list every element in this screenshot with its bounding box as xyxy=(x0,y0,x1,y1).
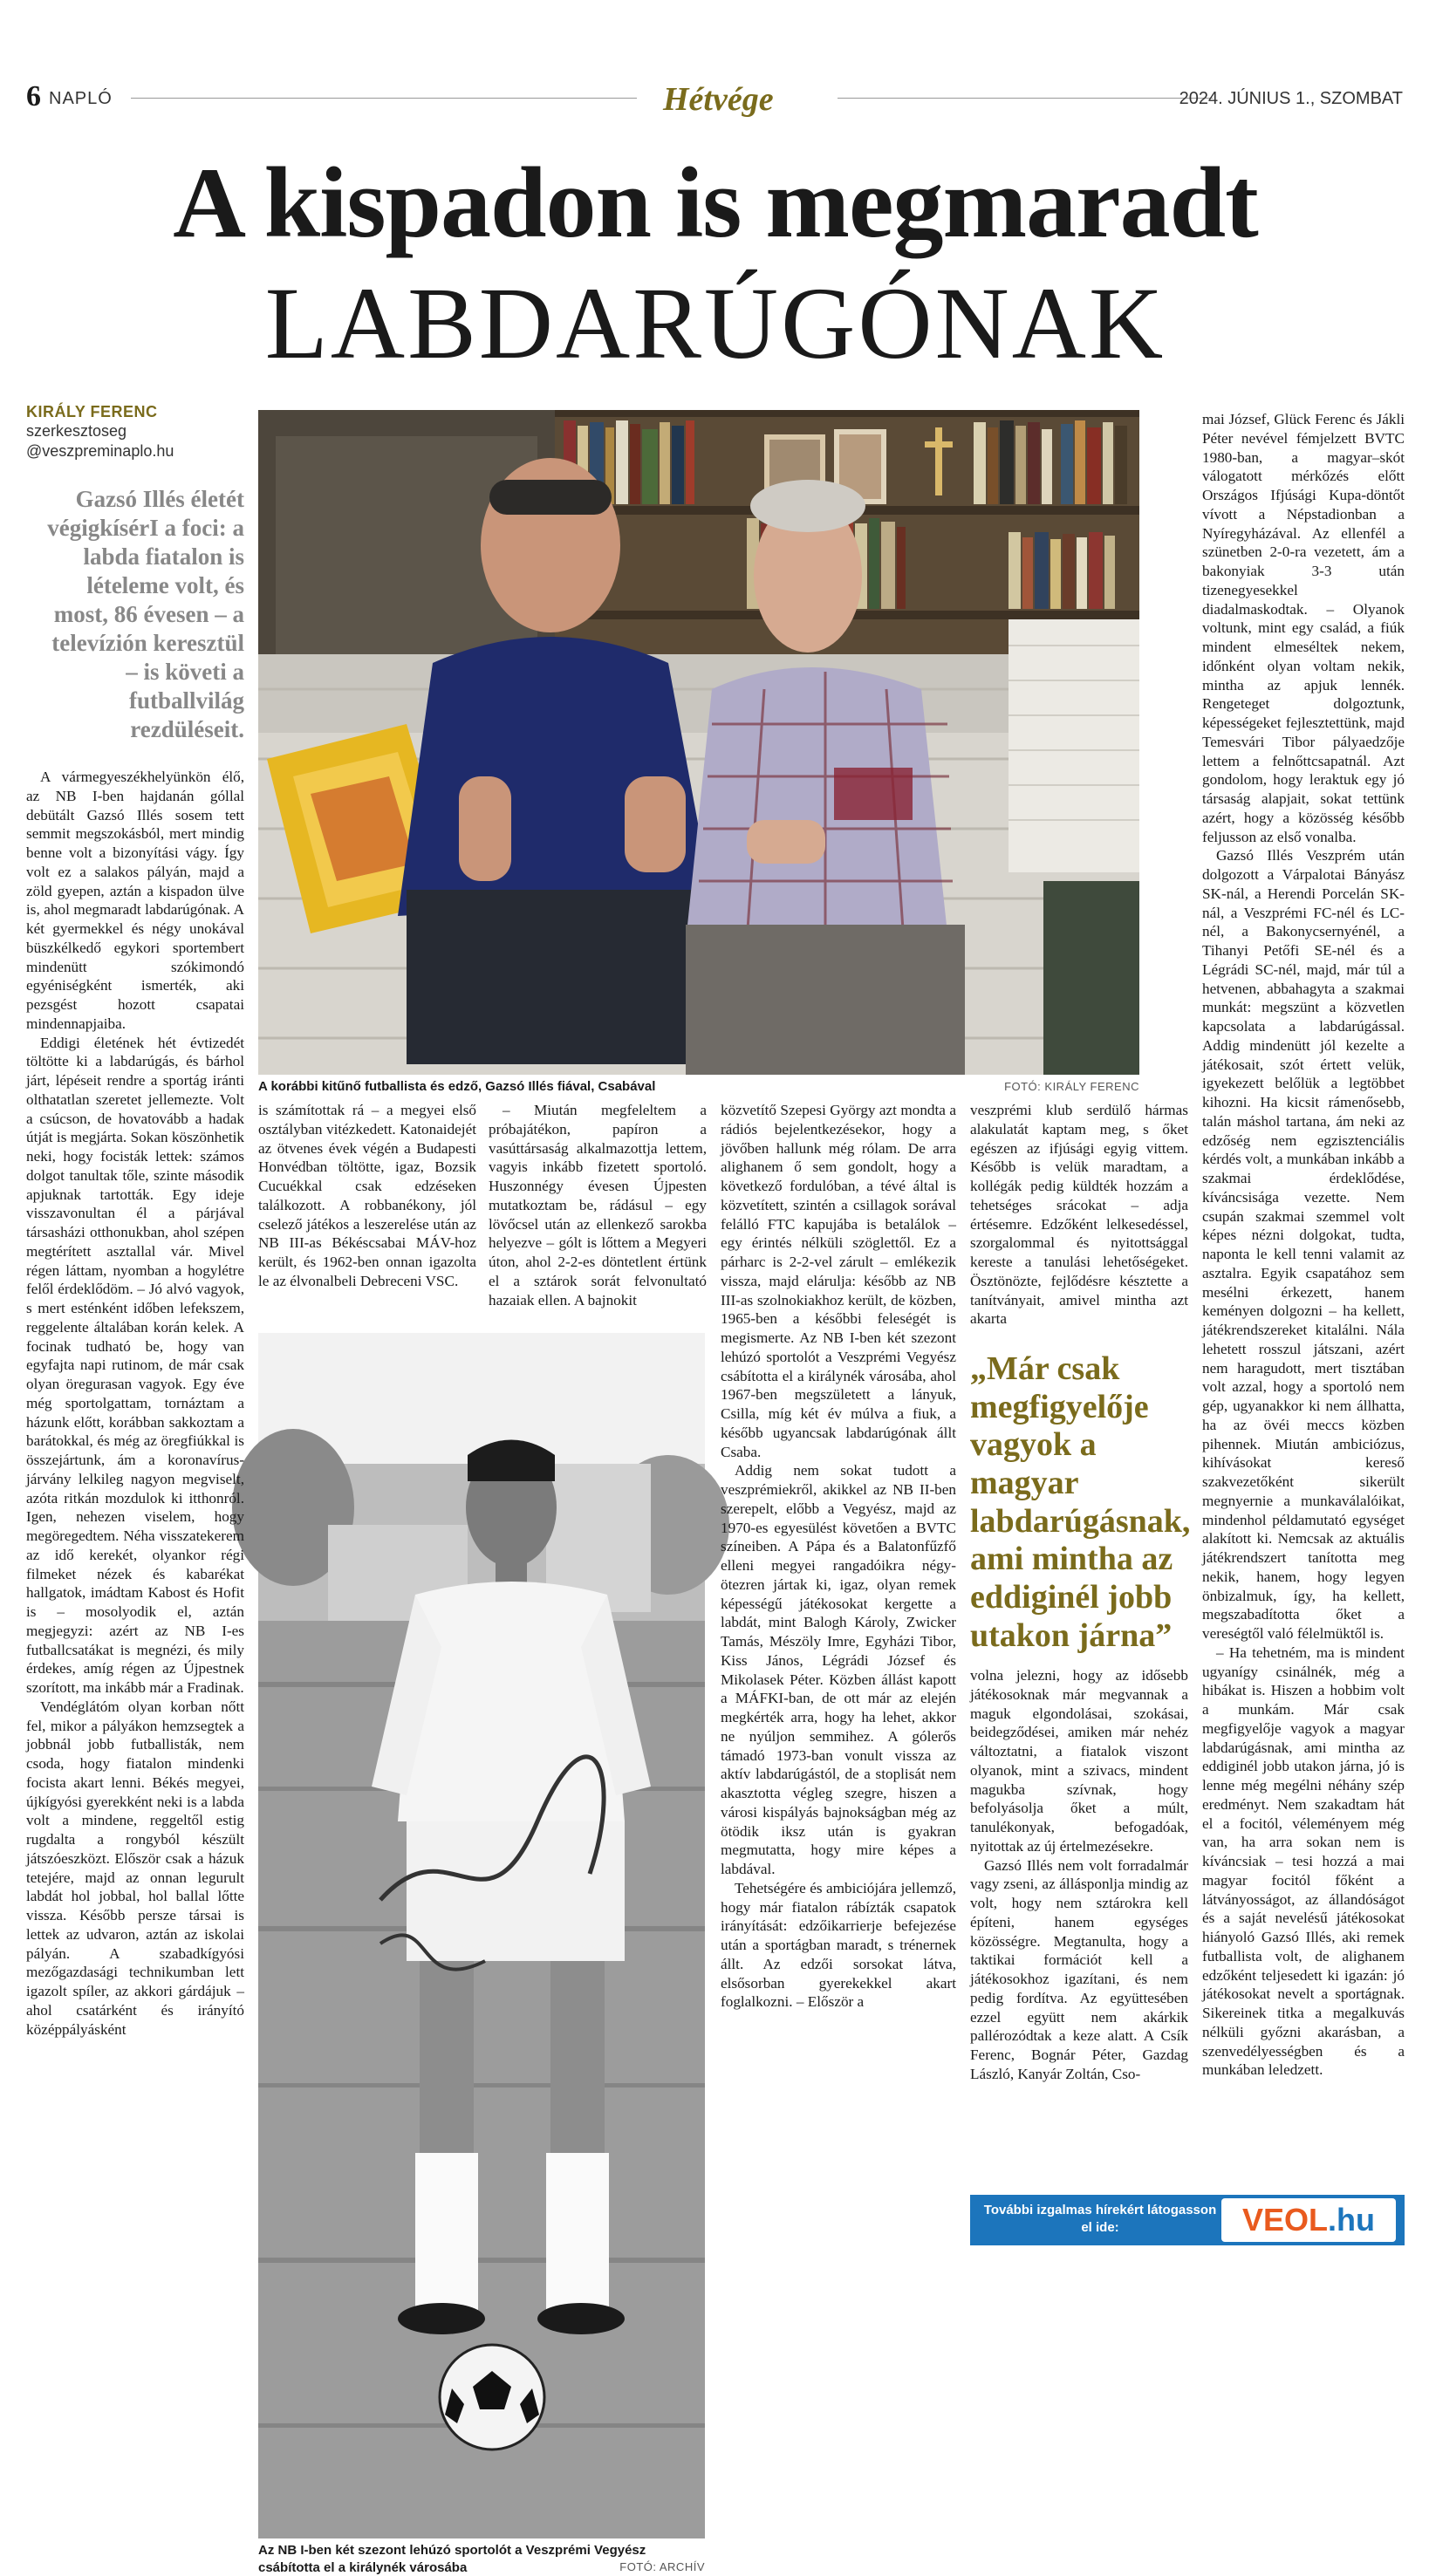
body-paragraph: Vendéglátóm olyan korban nőtt fel, mikor a pályákon hemzsegtek a jobbnál jobb futballisták, nem csoda, hogy fiatalon mindenki focista akart lenni. Békés megyei, újkígyósi gyerekként neki is a labda volt a mindene, reggeltől estig rugdalta a rongyból készült játszóeszközt. Először csak a házuk tetejére, majd az onnan legurult labdát hol jobbal, hol ballal lőtte vissza. Később persze társai is lettek az udvaron, aztán az iskolai pályán. A szabadkígyósi mezőgazdasági technikumban lett igazolt spíler, az akkori gárdájuk – ahol csatárként és irányító középpályásként xyxy=(26,1698,244,2038)
lead-paragraph: Gazsó Illés életét végigkísérI a foci: a labda fiatalon is lételeme volt, és most, 86 évesen – a televízión keresztül – is követi a futballvilág rezdüléseit. xyxy=(47,486,244,742)
pull-quote: „Már csak megfigyelője vagyok a magyar labdarúgásnak, ami mintha az eddiginél jobb utakon járna” xyxy=(970,1350,1191,1654)
page-number: 6 xyxy=(26,80,41,113)
body-paragraph: is számítottak rá – a megyei első osztályban vitézkedett. Katonaidejét az ötvenes évek végén a Budapesti Honvédban töltötte, igaz, Bozsik Cucuékkal csak edzéseken találkozott. A robbanékony, jól cselező játékos a leszerelése után az NB III-as Békéscsabai MÁV-hoz került, és 1962-ben onnan igazolta le az élvonalbeli Debreceni VSC. xyxy=(258,1102,476,1289)
author-name: KIRÁLY FERENC xyxy=(26,403,158,420)
headline-line-2: LABDARÚGÓNAK xyxy=(264,266,1166,380)
paper-name: NAPLÓ xyxy=(49,89,113,108)
body-column-2 xyxy=(258,1101,476,1319)
website-promo-banner[interactable] xyxy=(970,2195,1405,2245)
promo-text: További izgalmas hírekért látogasson el ide: xyxy=(983,2203,1217,2236)
body-column-5-top xyxy=(970,1101,1188,1336)
body-paragraph: veszprémi klub serdülő hármas alakulatát kaptam meg, s őket egészen az ifjúsági egyig vittem. Később is velük maradtam, a kollégák pedig küldték hozzám a tehetséges srácokat – adja értésemre. Edzőként lelkesedéssel, szorgalommal és nyitottsággal kereste a tanulási lehetőségeket. Ösztönözte, fejlődésre késztette a tanítványait, amivel mintha azt akarta xyxy=(970,1102,1188,1328)
veol-logo[interactable] xyxy=(1221,2198,1396,2242)
headline-line-1: A kispadon is megmaradt xyxy=(173,147,1258,259)
body-paragraph: közvetítő Szepesi György azt mondta a rádiós bejelentkezésekor, hogy a jövőben hallunk még rólam. De arra alighanem ő sem gondolt, hogy a következő fordulóban, a tévé által is közvetített, szintén a csillagok sorával felálló FTC kapujába is betalálok – egy érintés nélküli szöglettől. Ez a párharc is 2-2-vel zárult – emlékezik vissza, majd elárulja: később az NB III-as szolnokiakhoz került, de közben, 1965-ben a későbbi feleségét is megismerte. Az NB I-ben két szezont lehúzó sportolót a Veszprémi Vegyész csábította el a királynék városába, ahol 1967-ben megszületett a lányuk, Csilla, míg két év múlva a fiuk, a később ugyancsak labdarúgónak állt Csaba. xyxy=(721,1102,956,1460)
issue-date: 2024. JÚNIUS 1., SZOMBAT xyxy=(1179,89,1403,108)
header-rule-left xyxy=(131,98,637,99)
body-column-3 xyxy=(489,1101,707,1319)
body-paragraph: Gazsó Illés Veszprém után dolgozott a Várpalotai Bányász SK-nál, a Herendi Porcelán SK-nál, a Veszprémi FC-nél és LC-nél, a Bakonycsernyénél, a Tihanyi Petőfi SE-nél és a Légrádi SC-nél, majd, már túl a hetvenen, abbahagyta a szakmai munkát: megszünt a közvetlen kapcsolata a labdarúgással. Addig mindenütt jól kezelte a játékosait, szót értett velük, igyekezett belőlük a legtöbbet kihozni. Ha kicsit rámenősebb, talán máshol tartana, ám neki az edzőség nem egzisztenciális kérdés volt, a munkában inkább a szakmai érdeklődése, kíváncsisága vezette. Nem csupán szakmai szemmel volt képes nézni dolgokat, tudta, naponta le kell tenni valamit az asztalra. Egyik csapatához sem mesélni érkezett, hanem keményen dolgozni – ha kellett, játékrendszereket kitalálni. Nála lehetett rosszul játszani, azért nem haragudott, mert tisztában volt azzal, hogy a sportoló nem gép, ugyanakkor ki nem állhatta, ha az övéi meccs közben pihennek. Miután ambiciózus, kihívásokat kereső szakvezetőként sikerült megnyernie a munkaválalóikat, mindenhol példamutató egységet alakított ki. Nemcsak az aktuális játékrendszert tanította meg nekik, hanem, hogy legyen önbizalmuk, így, ha kellett, megszabadította őket a vereségtől való félelmüktől is. xyxy=(1202,847,1405,1642)
page-header xyxy=(26,80,1403,118)
main-photo-credit: FOTÓ: KIRÁLY FERENC xyxy=(1004,1080,1139,1093)
body-paragraph: Addig nem sokat tudott a veszprémiekről, akikkel az NB II-ben szerepelt, előbb a Vegyész, majd az 1970-es egyesülést követően a BVTC színeiben. A Pápa és a Balatonfűzfő elleni megyei rangadóikra négy-ötezren jártak ki, igaz, olyan remek képességű játékosokat kergette a labdát, mint Balogh Károly, Zwicker Tamás, Mészöly Imre, Egyházi Tibor, Kiss János, Légrádi József és Mikolasek Péter. Közben állást kapott a MÁFKI-ban, de ott már az elején megkérték arra, hogy ha lehet, akkor ne nyúljon semmihez. A gólerős támadó 1973-ban vonult vissza az aktív labdarúgástól, de a stoplisát nem akasztotta végleg szegre, hiszen a városi kispályás bajnokságban még az ötödik iksz után is gyakran megmutatta, hogy mire képes a labdával. xyxy=(721,1462,956,1877)
body-paragraph: volna jelezni, hogy az idősebb játékosoknak már megvannak a maguk elgondolásai, szokásai, beidegződései, amiken már nehéz változtatni, a fiatalok viszont olyanok, mint a szivacs, mindent magukba szívnak, hogy befolyásolja őket a múlt, tanulékonyak, befogadóak, nyitottak az új értelmezésekre. xyxy=(970,1667,1188,1855)
body-paragraph: – Ha tehetném, ma is mindent ugyanígy csinálnék, még a hibákat is. Hiszen a hobbim volt a munkám. Már csak megfigyelője vagyok a magyar labdarúgásnak, ami mintha az eddiginél jobb utakon járna, jó is lenne még megélni néhány szép eredményt. Nem szakadtam hát el a focitól, véleményem még van, ha arra sokan nem is kíváncsiak – tesi hozzá a mai magyar focitól főként a látványosságot, az állandóságot és a saját nevelésű játékosokat hiányoló Gazsó Illés, aki remek futballista volt, de alighanem edzőként teljesedett ki igazán: jó játékosokat nevelt a sportágnak. Sikereinek titka a megalkuvás nélküli győzni akarásban, a szenvedélyességben és a munkában leledzett. xyxy=(1202,1643,1405,2079)
logo-main: VEOL xyxy=(1242,2202,1329,2238)
byline xyxy=(26,403,244,462)
body-paragraph: Tehetségére és ambiciójára jellemző, hogy már fiatalon rábízták csapatok irányítását: edzőikarrierje befejezése után a sportágban maradt, s trénernek állt. Az edzői sorsokat látva, elsősorban gyerekekkel akart foglalkozni. – Először a xyxy=(721,1879,956,2011)
body-column-6 xyxy=(1202,410,1405,2186)
main-photo-caption: A korábbi kitűnő futballista és edző, Gazsó Illés fiával, Csabával xyxy=(258,1079,656,1094)
author-email-line-2: @veszpreminaplo.hu xyxy=(26,442,174,461)
logo-tld: .hu xyxy=(1328,2202,1375,2238)
archive-photo xyxy=(258,1333,705,2538)
archive-photo-illustration xyxy=(258,1333,705,2538)
rubric: Hétvége xyxy=(663,81,774,118)
author-email-line-1: szerkesztoseg xyxy=(26,422,127,440)
body-column-1 xyxy=(26,768,244,2242)
main-photo xyxy=(258,410,1139,1075)
body-column-5-bottom xyxy=(970,1666,1188,2190)
archive-photo-credit: FOTÓ: ARCHÍV xyxy=(619,2560,705,2573)
header-rule-right xyxy=(838,98,1213,99)
body-paragraph: Gazsó Illés nem volt forradalmár vagy zseni, az állásponlja mindig az volt, hogy nem sztárokra kell építeni, hanem egységes közösségre. Megtanulta, hogy a taktikai formációt kell a játékosokhoz igazítani, és nem pedig fordítva. Az együttesében ezzel együtt nem akárkik pallérozódtak a keze alatt. A Csík Ferenc, Bognár Péter, Gazdag László, Kanyár Zoltán, Cso- xyxy=(970,1856,1188,2082)
body-paragraph: Eddigi életének hét évtizedét töltötte ki a labdarúgás, és bárhol járt, lépéseit rendre a sportág iránti olthatatlan szeretet jellemezte. Volt a csúcson, de hovatovább a hadak útját is megjárta. Sokan köszönhetik neki, hogy focisták lettek: számos dolgot tanultak tőle, szinte második apjuknak tartották. Egy ideje visszavonultan él a párjával társasházi otthonukban, ahol szépen megtérített asztallal vár. Mivel régen láttam, nyomban a hogylétre felől érdeklődöm. – Jó alvó vagyok, s mert esténként időben lefekszem, reggelente általában korán kelek. A focinak tudható be, hogy van egyfajta napi rutinom, de már csak olyan öregurasan vagyok. Egy éve még sportolgattam, tornáztam a házunk előtt, korábban sakkoztam a barátokkal, és még az öregfiúkkal is összejártunk, ám a koronavírus-járvány lelkileg nagyon megviselt, azóta ritkán mozdulok ki itthonról. Igen, nehezen viselem, hogy megöregedtem. Néha visszatekerem az idő kerekét, olyankor régi filmeket nézek és kabarékat hallgatok, imádtam Kabost és Hofit is – mosolyodik el, aztán megjegyzi: azért az NB I-es futballcsatákat is megnézi, és mily érdekes, amíg régen az Újpestnek szorított, ma inkább már a Fradinak. xyxy=(26,1034,244,1696)
archive-photo-caption: Az NB I-ben két szezont lehúzó sportolót a Veszprémi Vegyész csábította el a királynék városába xyxy=(258,2543,646,2575)
body-column-4 xyxy=(721,1101,956,2244)
body-paragraph: – Miután megfeleltem a próbajátékon, papíron a vasúttársaság alkalmazottja lettem, vagyis inkább fizetett sportoló. Huszonnégy évesen Újpesten mutatkoztam be, rádásul – egy lövőcsel után az ellenkező sarokba helyezve – gólt is lőttem a Megyeri úton, ahol 2-2-es döntetlent értünk el a sztárok sorát felvonultató hazaiak ellen. A bajnokit xyxy=(489,1102,707,1308)
main-photo-illustration xyxy=(258,410,1139,1075)
body-paragraph: mai József, Glück Ferenc és Jákli Péter nevével fémjelzett BVTC 1980-ban, a magyar–skót válogatott mérkőzés előtt Országos Ifjúsági Kupa-döntőt vívott a Népstadionban a Nyíregyházával. Az ellenfél a szünetben 2-0-ra vezetett, ám a bakonyiak 3-3 után tizenegyesekkel diadalmaskodtak. – Olyanok voltunk, mint egy család, a fiúk mindent elmeséltek nekem, időnként olyan voltam nekik, mintha az apjuk lennék. Rengeteget dolgoztunk, képességeket fejlesztettünk, majd Temesvári Tibor pályaedzője lettem a felnőttcsapatnál. Azt gondolom, hogy leraktuk egy jó társaság alapjait, sokat tettünk azért, hogy a közösség később feljusson az első vonalba. xyxy=(1202,411,1405,845)
body-paragraph: A vármegyeszékhelyünkön élő, az NB I-ben hajdanán góllal debütált Gazsó Illés sosem tett semmit megszokásból, mert mindig benne volt a bizonyítási vágy. Így volt ez a salakos pályán, majd a zöld gyepen, aztán a kispadon ülve is, ahol megmaradt labdarúgónak. A két gyermekkel és négy unokával büszkélkedő egykori sportembert mindenütt szókimondó egyéniségként ismerték, aki pezsgést hozott csapatai mindennapjaiba. xyxy=(26,769,244,1032)
